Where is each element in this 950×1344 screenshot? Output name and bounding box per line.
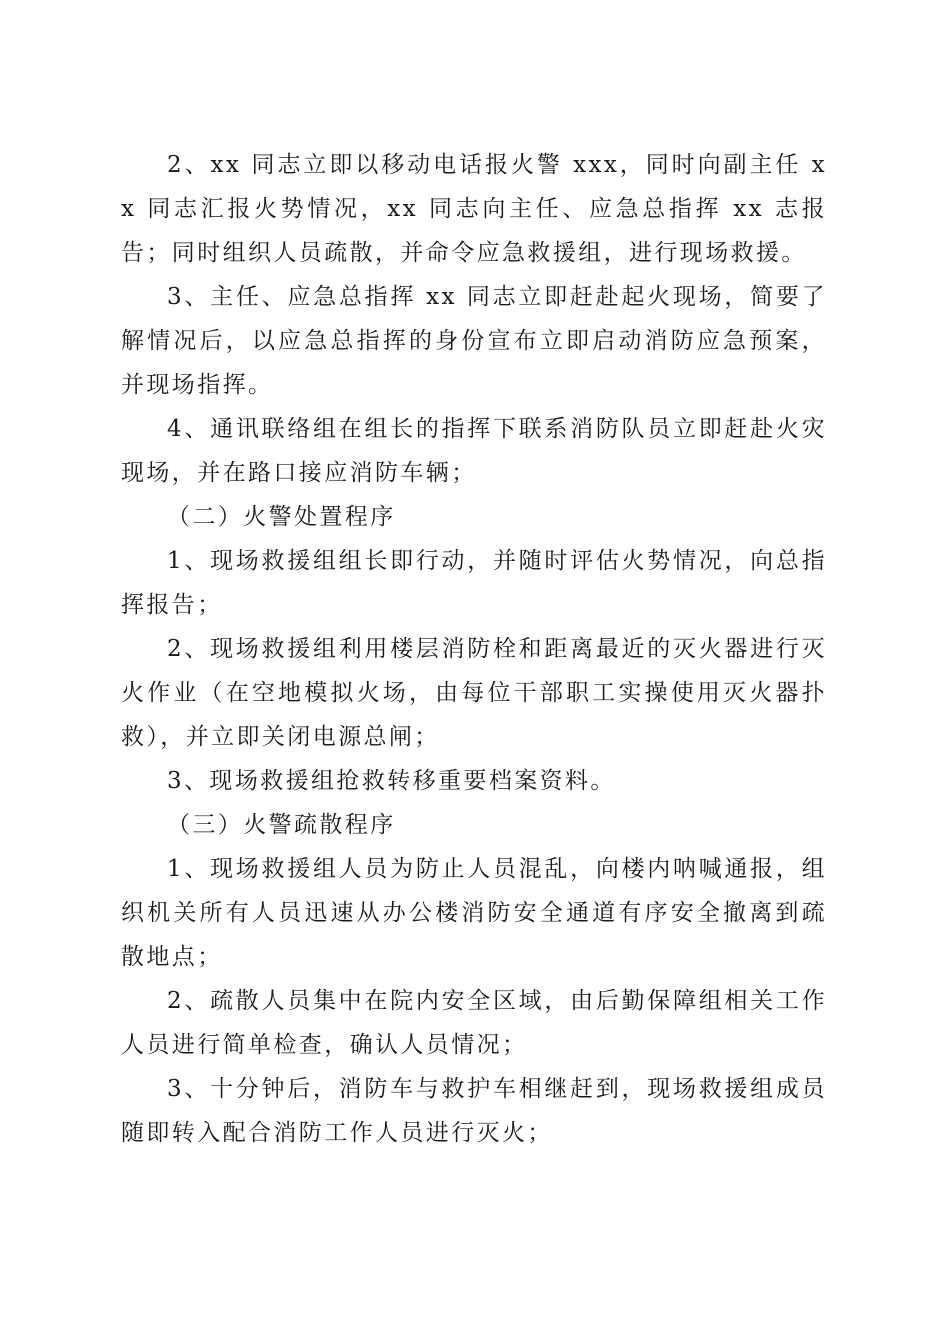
- paragraph-assemble-check: 2、疏散人员集中在院内安全区域，由后勤保障组相关工作人员进行简单检查，确认人员情况；: [121, 988, 827, 1058]
- paragraph-contact-fire-brigade: 4、通讯联络组在组长的指挥下联系消防队员立即赶赴火灾现场，并在路口接应消防车辆；: [121, 416, 827, 486]
- paragraph-report-fire-alarm: 2、xx 同志立即以移动电话报火警 xxx，同时向副主任 xx 同志汇报火势情况，xx 同志向主任、应急总指挥 xx 志报告；同时组织人员疏散，并命令应急救援组，进行现场救援。: [121, 152, 827, 266]
- document-body: [121, 143, 827, 1155]
- paragraph-rescue-archives: 3、现场救援组抢救转移重要档案资料。: [167, 768, 616, 794]
- section-heading-evacuation: （三）火警疏散程序: [167, 812, 396, 838]
- paragraph-rescue-leader-action: 1、现场救援组组长即行动，并随时评估火势情况，向总指挥报告；: [121, 548, 827, 618]
- paragraph-commander-arrives: 3、主任、应急总指挥 xx 同志立即赶赴起火现场，简要了解情况后，以应急总指挥的身份宣布立即启动消防应急预案，并现场指挥。: [121, 284, 827, 398]
- paragraph-fire-trucks-arrive: 3、十分钟后，消防车与救护车相继赶到，现场救援组成员随即转入配合消防工作人员进行灭火；: [121, 1076, 827, 1146]
- section-heading-fire-handling: （二）火警处置程序: [167, 504, 396, 530]
- paragraph-evacuate-building: 1、现场救援组人员为防止人员混乱，向楼内呐喊通报，组织机关所有人员迅速从办公楼消防安全通道有序安全撤离到疏散地点；: [121, 856, 827, 970]
- paragraph-extinguish-fire: 2、现场救援组利用楼层消防栓和距离最近的灭火器进行灭火作业（在空地模拟火场，由每位干部职工实操使用灭火器扑救），并立即关闭电源总闸；: [121, 636, 827, 750]
